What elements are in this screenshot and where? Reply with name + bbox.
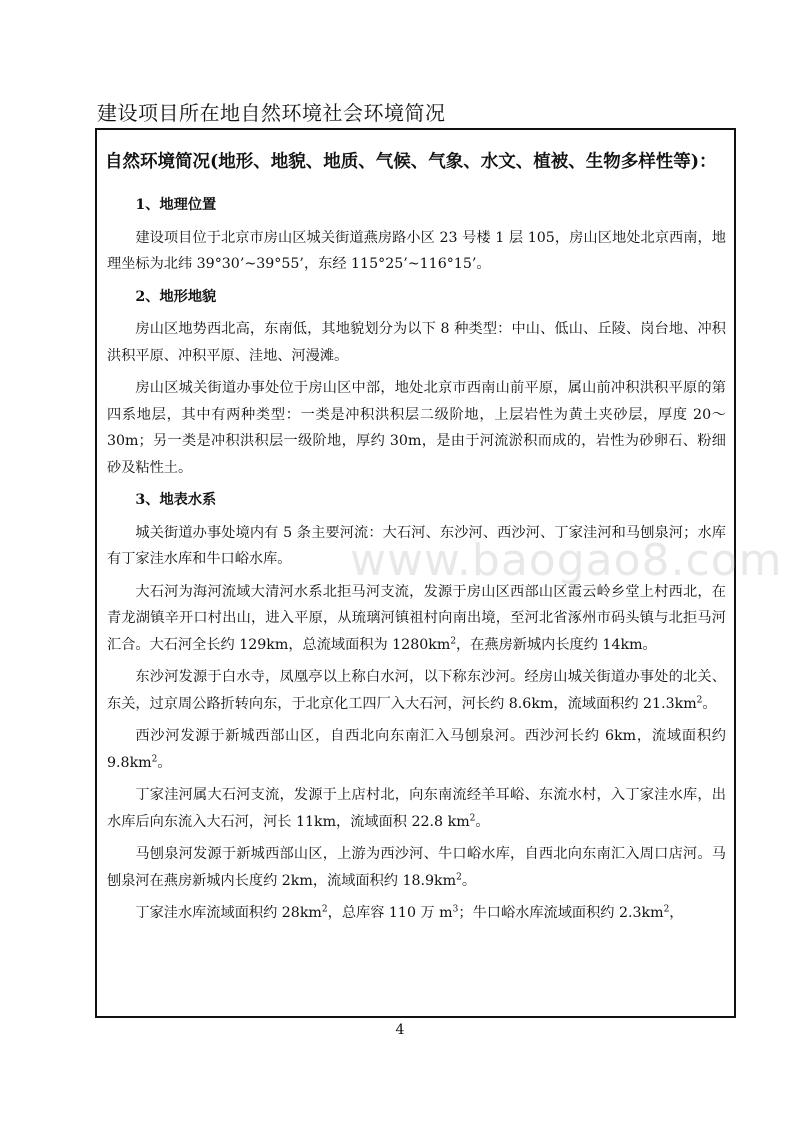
paragraph-xisha-river: 西沙河发源于新城西部山区，自西北向东南汇入马刨泉河。西沙河长约 6km，流域面积约 $9.8km^2$。: [107, 728, 726, 771]
heading-topography: 2、地形地貌: [135, 288, 217, 305]
box-heading: 自然环境简况(地形、地貌、地质、气候、气象、水文、植被、生物多样性等)：: [105, 152, 717, 172]
paragraph-mapaoquan-river: 马刨泉河发源于新城西部山区，上游为西沙河、牛口峪水库，自西北向东南汇入周口店河。马刨泉河在燕房新城内长度约 2km，流域面积约 $18.9km^2$。: [107, 846, 726, 889]
heading-geographic-location: 1、地理位置: [135, 197, 217, 213]
paragraph-rivers: 城关街道办事处境内有 5 条主要河流：大石河、东沙河、西沙河、丁家洼河和马刨泉河；水库有丁家洼水库和牛口峪水库。: [107, 524, 726, 567]
paragraph-terrain: 房山区地势西北高，东南低，其地貌划分为以下 8 种类型：中山、低山、丘陵、岗台地、冲积洪积平原、冲积平原、洼地、河漫滩。: [107, 321, 726, 364]
paragraph-dashi-river: 大石河为海河流域大清河水系北拒马河支流，发源于房山区西部山区霞云岭乡堂上村西北，在青龙湖镇辛开口村出山，进入平原，从琉璃河镇祖村向南出境，至河北省涿州市码头镇与北拒马河汇合。大石河全长约 129km，总流域面积为 $1280km^2$，在燕房新城内长度约 14km。: [107, 583, 726, 653]
paragraph-location: 建设项目位于北京市房山区城关街道燕房路小区 23 号楼 1 层 105，房山区地处北京西南，地理坐标为北纬 39°30’~39°55’，东经 115°25’~116°15’。: [107, 229, 726, 272]
paragraph-reservoirs: 丁家洼水库流域面积约 $28km^2$，总库容 110 万 $m^3$；牛口峪水库流域面积约 $2.3km^2$，: [135, 904, 684, 921]
page-number: 4: [395, 1022, 405, 1038]
paragraph-dingjiawa-river: 丁家洼河属大石河支流，发源于上店村北，向东南流经羊耳峪、东流水村，入丁家洼水库，出水库后向东流入大石河，河长 11km，流域面积 22.8 $km^2$。: [107, 787, 726, 830]
heading-surface-water: 3、地表水系: [135, 492, 217, 508]
watermark: www.baogao8.com: [350, 535, 783, 586]
paragraph-strata: 房山区城关街道办事处位于房山区中部，地处北京市西南山前平原，属山前冲积洪积平原的第四系地层，其中有两种类型：一类是冲积洪积层二级阶地，上层岩性为黄土夹砂层，厚度 20～30m；另一类是冲积洪积层一级阶地，厚约 30m，是由于河流淤积而成的，岩性为砂卵石、粉细砂及粘性土。: [107, 380, 726, 476]
paragraph-dongsha-river: 东沙河发源于白水寺，凤凰亭以上称白水河，以下称东沙河。经房山城关街道办事处的北关、东关，过京周公路折转向东，于北京化工四厂入大石河，河长约 8.6km，流域面积约 $21.3km^2$。: [107, 669, 726, 712]
section-title: 建设项目所在地自然环境社会环境简况: [97, 101, 446, 125]
